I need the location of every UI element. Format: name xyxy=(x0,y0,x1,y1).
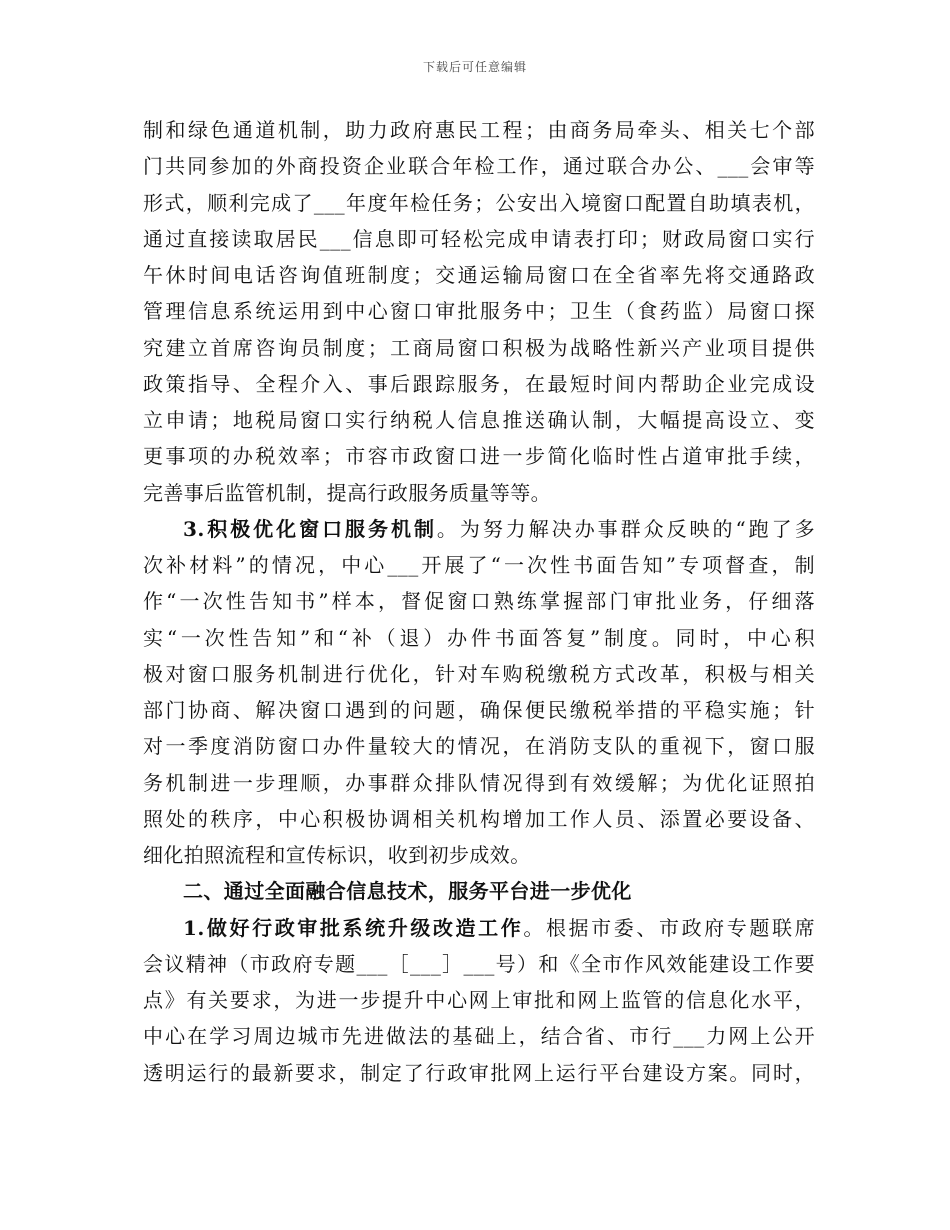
text-line xyxy=(143,1055,815,1091)
text-line xyxy=(143,402,815,438)
text-line xyxy=(143,656,815,692)
line-text: 究建立首席咨询员制度；工商局窗口积极为战略性新兴产业项目提供 xyxy=(143,335,815,360)
line-text: 对一季度消防窗口办件量较大的情况，在消防支队的重视下，窗口服 xyxy=(143,734,815,759)
text-line xyxy=(143,910,815,946)
line-text: 透明运行的最新要求，制定了行政审批网上运行平台建设方案。同时， xyxy=(143,1060,815,1085)
text-line xyxy=(143,1018,815,1054)
line-text: 作“一次性告知书”样本，督促窗口熟练掌握部门审批业务，仔细落 xyxy=(143,589,815,614)
line-text: 。根据市委、市政府专题联席 xyxy=(523,915,815,940)
line-text: 。为努力解决办事群众反映的“跑了多 xyxy=(436,516,815,541)
line-text: 立申请；地税局窗口实行纳税人信息推送确认制，大幅提高设立、变 xyxy=(143,408,815,432)
line-text: 会议精神（市政府专题___［___］___号）和《全市作风效能建设工作要 xyxy=(143,951,815,976)
text-line xyxy=(143,692,815,728)
document-body xyxy=(143,112,815,1091)
line-text: 极对窗口服务机制进行优化，针对车购税缴税方式改革，积极与相关 xyxy=(143,661,815,686)
line-text: 照处的秩序，中心积极协调相关机构增加工作人员、添置必要设备、 xyxy=(143,806,815,831)
line-text: 次补材料”的情况，中心___开展了“一次性书面告知”专项督查，制 xyxy=(143,553,815,577)
line-text: 制和绿色通道机制，助力政府惠民工程；由商务局牵头、相关七个部 xyxy=(143,118,815,142)
line-text: 管理信息系统运用到中心窗口审批服务中；卫生（食药监）局窗口探 xyxy=(143,299,815,324)
text-line xyxy=(143,366,815,402)
line-text: 更事项的办税效率；市容市政窗口进一步简化临时性占道审批手续， xyxy=(143,444,815,469)
text-line xyxy=(143,257,815,293)
text-line xyxy=(143,620,815,656)
line-text: 完善事后监管机制，提高行政服务质量等等。 xyxy=(143,480,551,505)
line-text: 务机制进一步理顺，办事群众排队情况得到有效缓解；为优化证照拍 xyxy=(143,770,815,795)
line-text: 形式，顺利完成了___年度年检任务；公安出入境窗口配置自助填表机， xyxy=(143,190,815,215)
text-line xyxy=(143,547,815,583)
text-line xyxy=(143,112,815,148)
text-line xyxy=(143,221,815,257)
bold-heading: 二、通过全面融合信息技术，服务平台进一步优化 xyxy=(183,879,632,904)
bold-heading: 1.做好行政审批系统升级改造工作 xyxy=(183,915,524,940)
line-text: 午休时间电话咨询值班制度；交通运输局窗口在全省率先将交通路政 xyxy=(143,263,815,287)
text-line xyxy=(143,475,815,511)
text-line xyxy=(143,765,815,801)
line-text: 通过直接读取居民___信息即可轻松完成申请表打印；财政局窗口实行 xyxy=(143,226,815,251)
text-line xyxy=(143,946,815,982)
text-line xyxy=(143,511,815,547)
text-line xyxy=(143,148,815,184)
text-line xyxy=(143,837,815,873)
line-text: 政策指导、全程介入、事后跟踪服务，在最短时间内帮助企业完成设 xyxy=(143,371,815,396)
text-line xyxy=(143,728,815,764)
text-line xyxy=(143,982,815,1018)
line-text: 门共同参加的外商投资企业联合年检工作，通过联合办公、___会审等 xyxy=(143,154,815,179)
line-text: 实“一次性告知”和“补（退）办件书面答复”制度。同时，中心积 xyxy=(143,625,815,650)
text-line xyxy=(143,185,815,221)
bold-heading: 3.积极优化窗口服务机制 xyxy=(183,516,437,541)
text-line xyxy=(143,293,815,329)
text-line xyxy=(143,583,815,619)
line-text: 细化拍照流程和宣传标识，收到初步成效。 xyxy=(143,843,531,867)
text-line xyxy=(143,801,815,837)
line-text: 中心在学习周边城市先进做法的基础上，结合省、市行___力网上公开 xyxy=(143,1024,815,1049)
line-text: 部门协商、解决窗口遇到的问题，确保便民缴税举措的平稳实施；针 xyxy=(143,698,815,722)
line-text: 点》有关要求，为进一步提升中心网上审批和网上监管的信息化水平， xyxy=(143,988,815,1012)
text-line xyxy=(143,438,815,474)
text-line xyxy=(143,330,815,366)
text-line xyxy=(143,873,815,909)
page-header: 下载后可任意编辑 xyxy=(422,60,527,74)
